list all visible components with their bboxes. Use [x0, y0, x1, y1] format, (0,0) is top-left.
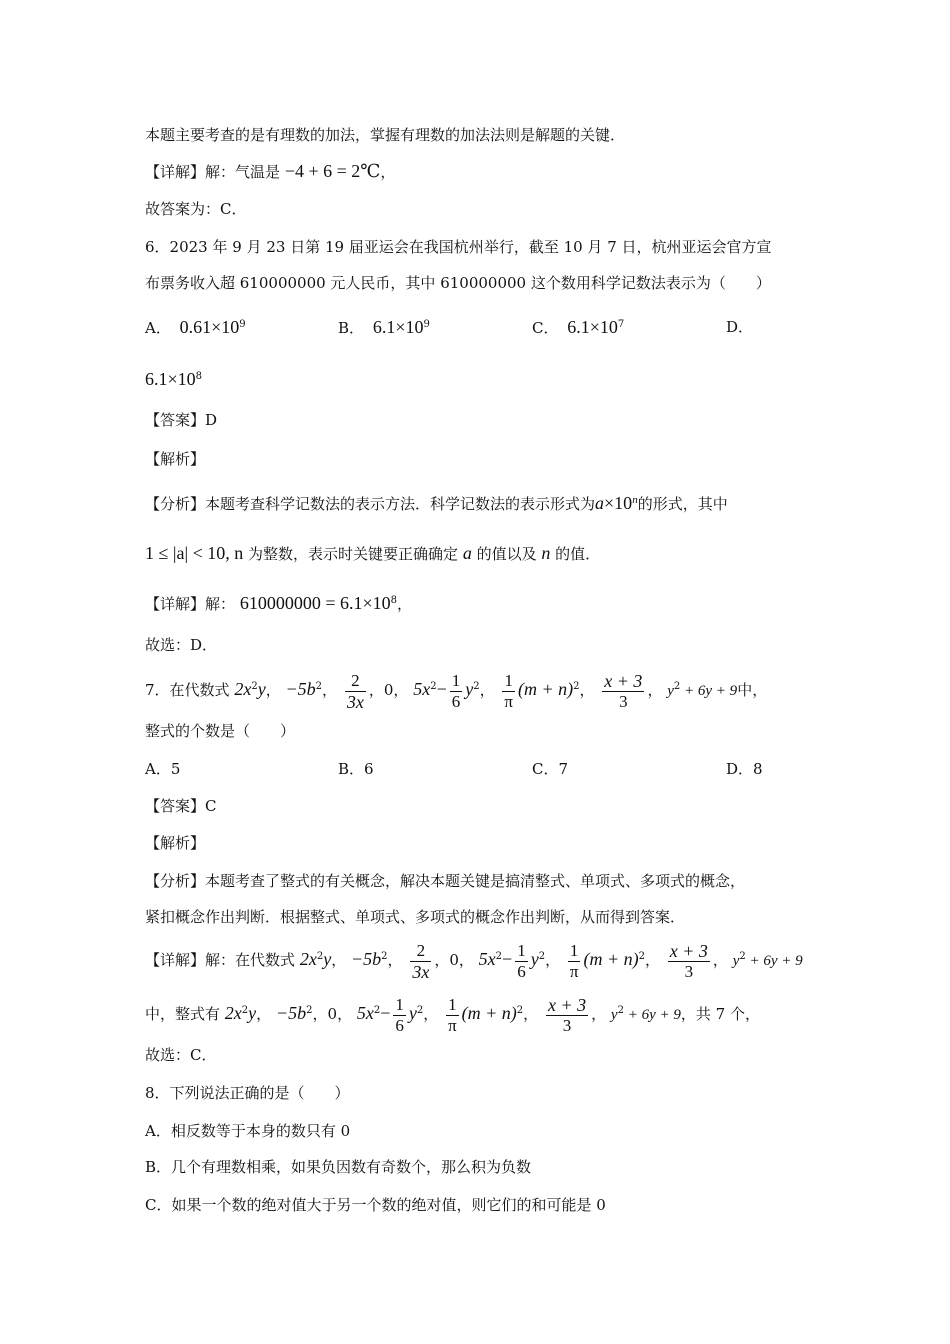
q7-option-d: D．8 — [726, 760, 763, 778]
q7-fenxi-line-2: 紧扣概念作出判断．根据整式、单项式、多项式的概念作出判断，从而得到答案． — [145, 908, 686, 926]
q5-detail-line: 【详解】解：气温是 −4 + 6 = 2℃， — [145, 161, 396, 181]
q5-expression: −4 + 6 = 2℃ — [284, 161, 381, 181]
intro-line: 本题主要考查的是有理数的加法，掌握有理数的加法法则是解题的关键． — [145, 126, 626, 144]
q8-stem: 8．下列说法正确的是（ ） — [145, 1084, 350, 1102]
q6-detail-line: 【详解】解： $610000000 = 6.1\times 10^8$， — [145, 593, 413, 613]
q6-option-c: C． $6.1\times 10^7$ — [532, 317, 625, 337]
q6-stem-line-1: 6．2023 年 9 月 23 日第 19 届亚运会在我国杭州举行，截至 10 月 7 日，杭州亚运会官方宣 — [145, 238, 772, 256]
condition-expression: 1 ≤ |a| < 10, n — [145, 543, 244, 563]
q7-fenxi-line-1: 【分析】本题考查了整式的有关概念，解决本题关键是搞清整式、单项式、多项式的概念， — [145, 872, 746, 890]
fraction-2-over-3x: $\frac{2}{3x}$ — [346, 670, 364, 712]
q8-option-a: A．相反数等于本身的数只有 0 — [145, 1122, 351, 1140]
q5-conclusion: 故答案为：C． — [145, 200, 247, 218]
q6-analysis-label: 【解析】 — [145, 450, 206, 468]
fraction-1-over-pi: $\frac{1}{\pi}$ — [504, 670, 513, 711]
q6-option-b: B． $6.1\times 10^9$ — [338, 317, 430, 337]
detail-label: 【详解】 — [145, 163, 206, 181]
q7-analysis-label: 【解析】 — [145, 834, 206, 852]
q7-conclusion: 故选：C． — [145, 1046, 217, 1064]
q7-option-b: B．6 — [338, 760, 374, 778]
q7-stem-line-1: 7．在代数式 $2x^2y$， $-5b^2$， $\frac{2}{3x}$ ，0， $5x^2-$ $\frac{1}{6}$ $y^2$， $\frac{1}{\pi}$ $(m + n)^2$， $\frac{x + 3}{3}$ ， $y^2 + 6y + 9$中， — [145, 670, 768, 712]
q7-detail-line-2: 中，整式有 $2x^2y$， $-5b^2$，0， $5x^2-$ $\frac{1}{6}$ $y^2$， $\frac{1}{\pi}$ $(m + n)^2$， $\frac{x + 3}{3}$ ， $y^2 + 6y + 9$，共 7 个， — [145, 994, 760, 1035]
q6-conclusion: 故选：D． — [145, 636, 218, 654]
fraction-x-plus-3-over-3: $\frac{x + 3}{3}$ — [604, 670, 643, 711]
q8-option-b: B．几个有理数相乘，如果负因数有奇数个，那么积为负数 — [145, 1158, 532, 1176]
q6-stem-line-2: 布票务收入超 610000000 元人民币，其中 610000000 这个数用科学记数法表示为（ ） — [145, 274, 771, 292]
q6-answer: 【答案】D — [145, 411, 218, 429]
q7-answer: 【答案】C — [145, 797, 217, 815]
q7-option-a: A．5 — [145, 760, 181, 778]
q6-fenxi-line-1: 【分析】本题考查科学记数法的表示方法．科学记数法的表示形式为$a\times 10^n$的形式，其中 — [145, 493, 728, 513]
q8-option-c: C．如果一个数的绝对值大于另一个数的绝对值，则它们的和可能是 0 — [145, 1196, 606, 1214]
fraction-1-over-6: $\frac{1}{6}$ — [451, 670, 461, 711]
q7-stem-line-2: 整式的个数是（ ） — [145, 722, 296, 740]
q7-option-c: C．7 — [532, 760, 569, 778]
q6-fenxi-line-2: 1 ≤ |a| < 10, n 为整数，表示时关键要正确确定 a 的值以及 n 的值． — [145, 543, 601, 563]
q6-option-d-value: $6.1\times 10^8$ — [145, 369, 203, 389]
q7-detail-line-1: 【详解】解：在代数式 $2x^2y$， $-5b^2$， $\frac{2}{3x}$ ，0， $5x^2-$ $\frac{1}{6}$ $y^2$， $\frac{1}{\pi}$ $(m + n)^2$， $\frac{x + 3}{3}$ ， $y^2 + 6y + 9$ — [145, 940, 803, 982]
q6-option-a: A． $0.61\times 10^9$ — [145, 317, 246, 337]
q6-option-d-letter: D． — [726, 318, 754, 336]
